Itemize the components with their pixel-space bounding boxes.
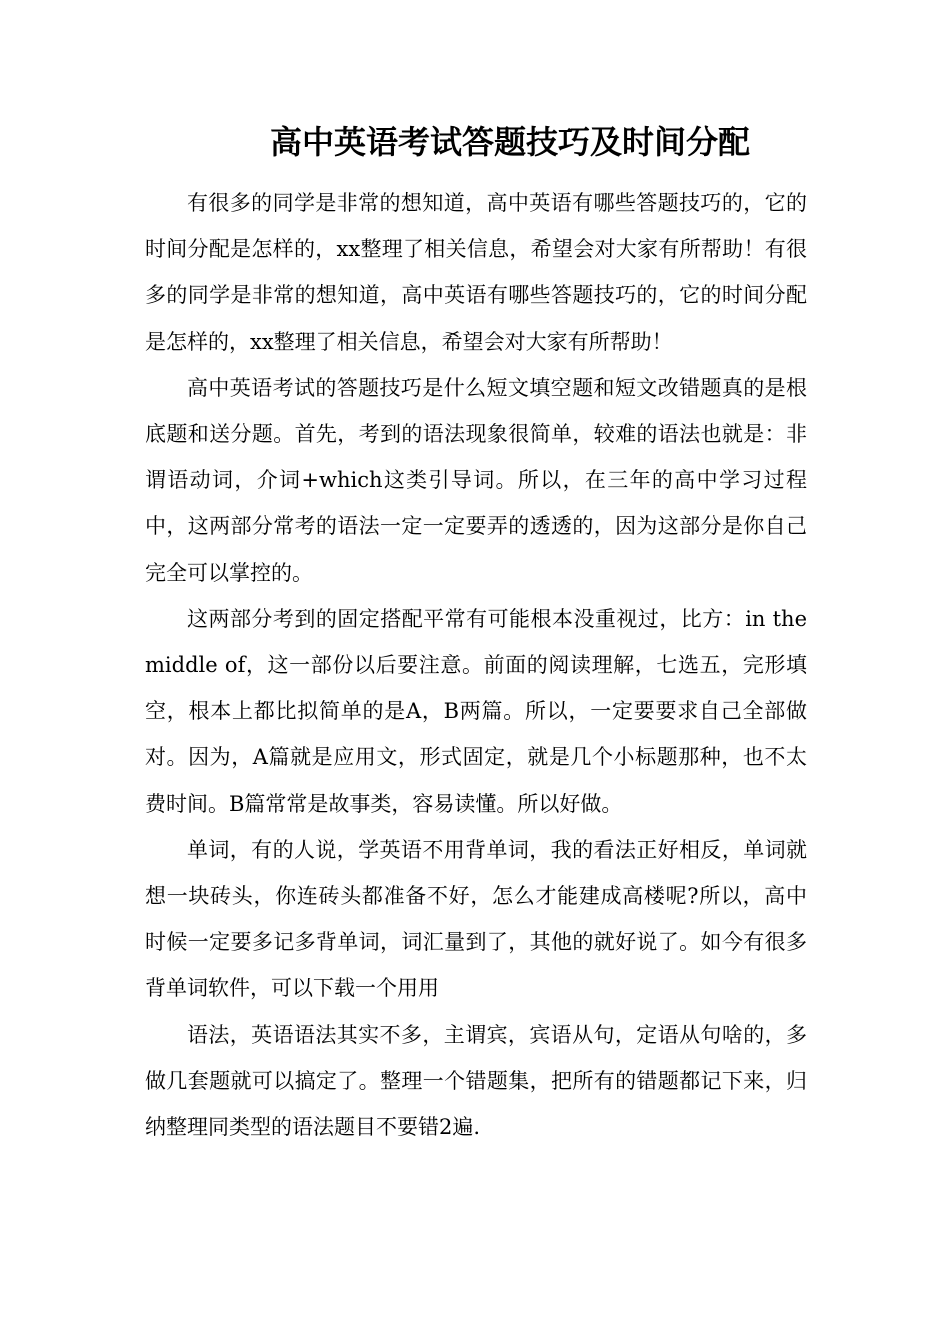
paragraph-intro: 有很多的同学是非常的想知道，高中英语有哪些答题技巧的，它的时间分配是怎样的，xx整理了相关信息，希望会对大家有所帮助！有很多的同学是非常的想知道，高中英语有哪些答题技巧的，它的时间分配是怎样的，xx整理了相关信息，希望会对大家有所帮助！ — [145, 191, 807, 354]
paragraph-cloze-and-error-correction: 高中英语考试的答题技巧是什么短文填空题和短文改错题真的是根底题和送分题。首先，考到的语法现象很简单，较难的语法也就是：非谓语动词，介词+which这类引导词。所以，在三年的高中学习过程中，这两部分常考的语法一定一定要弄的透透的，因为这部分是你自己完全可以掌控的。 — [145, 375, 807, 585]
paragraph-reading-comprehension: 这两部分考到的固定搭配平常有可能根本没重视过，比方：in the middle of，这一部份以后要注意。前面的阅读理解，七选五，完形填空，根本上都比拟简单的是A，B两篇。所以，一定要要求自己全部做对。因为，A篇就是应用文，形式固定，就是几个小标题那种，也不太费时间。B篇常常是故事类，容易读懂。所以好做。 — [145, 606, 807, 816]
document-body — [145, 180, 807, 1150]
document-title: 高中英语考试答题技巧及时间分配 — [269, 123, 750, 161]
paragraph-grammar: 语法，英语语法其实不多，主谓宾，宾语从句，定语从句啥的，多做几套题就可以搞定了。整理一个错题集，把所有的错题都记下来，归纳整理同类型的语法题目不要错2遍. — [145, 1022, 807, 1140]
paragraph-vocabulary: 单词，有的人说，学英语不用背单词，我的看法正好相反，单词就想一块砖头，你连砖头都准备不好，怎么才能建成高楼呢?所以，高中时候一定要多记多背单词，词汇量到了，其他的就好说了。如今有很多背单词软件，可以下载一个用用 — [145, 837, 807, 1001]
